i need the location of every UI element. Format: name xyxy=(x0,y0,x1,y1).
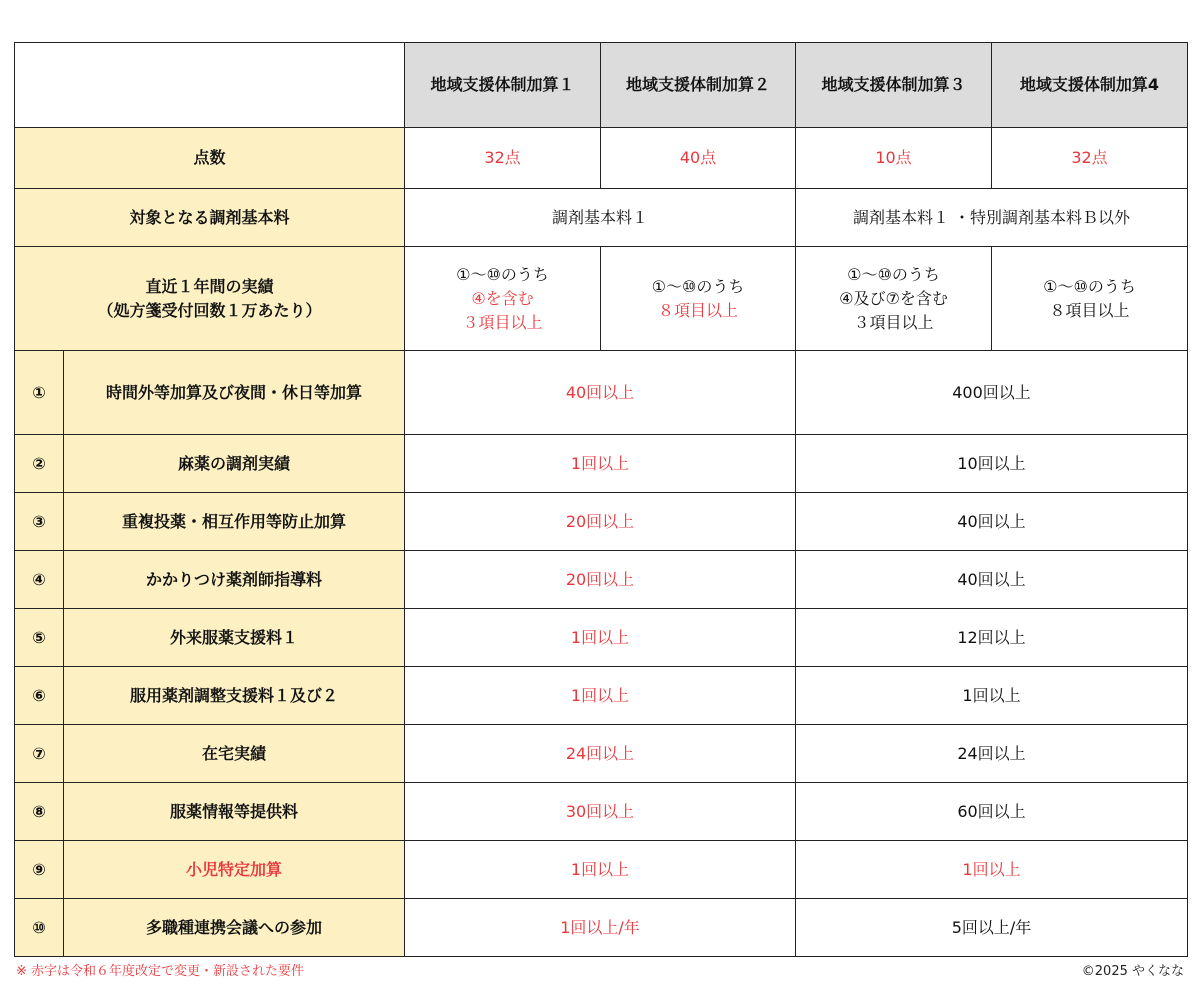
points-value-2: 40点 xyxy=(601,128,796,189)
item-row xyxy=(15,667,1188,725)
record-cell-3 xyxy=(796,247,992,351)
item-left-value: 1回以上 xyxy=(405,667,796,725)
points-value-1: 32点 xyxy=(405,128,601,189)
record-label xyxy=(15,247,405,351)
item-left-value: 1回以上 xyxy=(405,841,796,899)
record-c3-line2: ④及び⑦を含む xyxy=(839,288,948,308)
item-left-value: 1回以上 xyxy=(405,609,796,667)
item-row xyxy=(15,551,1188,609)
record-label-line1: 直近１年間の実績 xyxy=(145,276,274,296)
item-row xyxy=(15,351,1188,435)
item-row xyxy=(15,899,1188,957)
record-cell-1 xyxy=(405,247,601,351)
item-label: 小児特定加算 xyxy=(64,841,405,899)
target-right: 調剤基本料１ ・特別調剤基本料Ｂ以外 xyxy=(796,189,1188,247)
item-left-value: 40回以上 xyxy=(405,351,796,435)
item-label: かかりつけ薬剤師指導料 xyxy=(64,551,405,609)
item-number: ⑩ xyxy=(15,899,64,957)
item-label: 服薬情報等提供料 xyxy=(64,783,405,841)
item-right-value: 12回以上 xyxy=(796,609,1188,667)
header-row xyxy=(15,43,1188,128)
record-c2-line1: ①〜⑩のうち xyxy=(651,276,745,296)
copyright: ©2025 やくなな xyxy=(1081,964,1184,979)
item-left-value: 1回以上 xyxy=(405,435,796,493)
item-number: ⑨ xyxy=(15,841,64,899)
item-label: 麻薬の調剤実績 xyxy=(64,435,405,493)
record-row xyxy=(15,247,1188,351)
item-label: 服用薬剤調整支援料１及び２ xyxy=(64,667,405,725)
requirements-table xyxy=(14,42,1188,957)
item-number: ⑦ xyxy=(15,725,64,783)
header-addition-3: 地域支援体制加算３ xyxy=(796,43,992,128)
header-addition-2: 地域支援体制加算２ xyxy=(601,43,796,128)
item-label: 在宅実績 xyxy=(64,725,405,783)
points-value-3: 10点 xyxy=(796,128,992,189)
record-cell-4 xyxy=(992,247,1188,351)
record-c3-line1: ①〜⑩のうち xyxy=(847,264,940,284)
item-label: 重複投薬・相互作用等防止加算 xyxy=(64,493,405,551)
record-c4-line1: ①〜⑩のうち xyxy=(1043,276,1136,296)
record-label-line2: （処方箋受付回数１万あたり） xyxy=(97,300,322,320)
item-row xyxy=(15,841,1188,899)
item-number: ⑥ xyxy=(15,667,64,725)
item-row xyxy=(15,725,1188,783)
target-label: 対象となる調剤基本料 xyxy=(15,189,405,247)
item-number: ② xyxy=(15,435,64,493)
item-label: 多職種連携会議への参加 xyxy=(64,899,405,957)
points-row xyxy=(15,128,1188,189)
item-left-value: 20回以上 xyxy=(405,551,796,609)
target-row xyxy=(15,189,1188,247)
record-c4-line2: ８項目以上 xyxy=(1049,300,1130,320)
header-addition-4: 地域支援体制加算4 xyxy=(992,43,1188,128)
record-c1-line2: ④を含む xyxy=(471,288,534,308)
item-right-value: 400回以上 xyxy=(796,351,1188,435)
item-right-value: 24回以上 xyxy=(796,725,1188,783)
item-number: ⑧ xyxy=(15,783,64,841)
item-left-value: 20回以上 xyxy=(405,493,796,551)
item-row xyxy=(15,435,1188,493)
header-blank-cell xyxy=(15,43,405,128)
record-c2-line2: ８項目以上 xyxy=(657,300,738,320)
item-right-value: 5回以上/年 xyxy=(796,899,1188,957)
item-right-value: 60回以上 xyxy=(796,783,1188,841)
record-c3-line3: ３項目以上 xyxy=(853,312,934,332)
item-number: ④ xyxy=(15,551,64,609)
footnote: ※ 赤字は令和６年度改定で変更・新設された要件 xyxy=(16,964,305,979)
item-label: 外来服薬支援料１ xyxy=(64,609,405,667)
item-number: ① xyxy=(15,351,64,435)
item-right-value: 40回以上 xyxy=(796,493,1188,551)
record-c1-line1: ①〜⑩のうち xyxy=(456,264,549,284)
record-cell-2 xyxy=(601,247,796,351)
item-left-value: 30回以上 xyxy=(405,783,796,841)
item-number: ③ xyxy=(15,493,64,551)
item-right-value: 40回以上 xyxy=(796,551,1188,609)
item-right-value: 1回以上 xyxy=(796,667,1188,725)
item-right-value: 10回以上 xyxy=(796,435,1188,493)
points-label: 点数 xyxy=(15,128,405,189)
item-left-value: 1回以上/年 xyxy=(405,899,796,957)
item-left-value: 24回以上 xyxy=(405,725,796,783)
item-row xyxy=(15,783,1188,841)
item-row xyxy=(15,493,1188,551)
item-number: ⑤ xyxy=(15,609,64,667)
item-row xyxy=(15,609,1188,667)
record-c1-line3: ３項目以上 xyxy=(462,312,543,332)
item-right-value: 1回以上 xyxy=(796,841,1188,899)
item-label: 時間外等加算及び夜間・休日等加算 xyxy=(64,351,405,435)
target-left: 調剤基本料１ xyxy=(405,189,796,247)
points-value-4: 32点 xyxy=(992,128,1188,189)
header-addition-1: 地域支援体制加算１ xyxy=(405,43,601,128)
